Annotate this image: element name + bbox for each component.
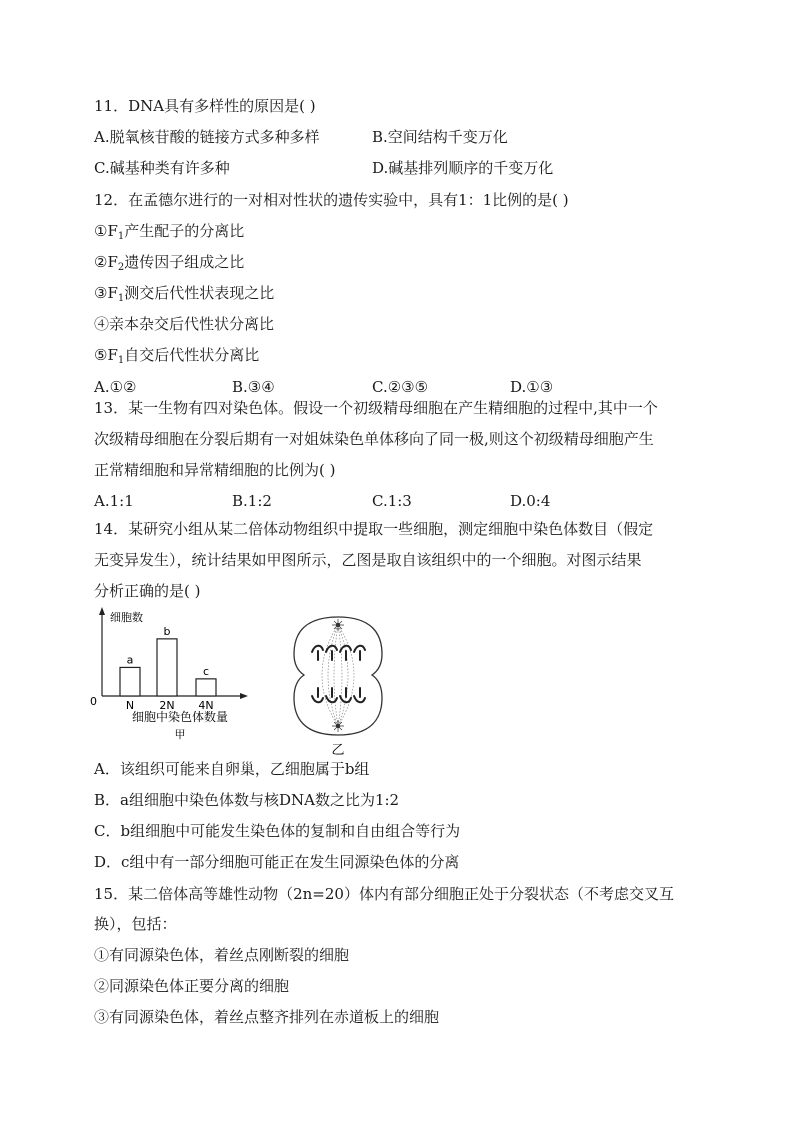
centrosome-top (332, 619, 344, 631)
q13-option-c[interactable]: C.1:3 (372, 492, 412, 510)
chromosomes-lower (312, 688, 365, 702)
q13-line-2: 次级精母细胞在分裂后期有一对姐妹染色单体移向了同一极,则这个初级精母细胞产生 (94, 430, 654, 448)
q11-options-row1 (94, 127, 694, 147)
bar-label-b: b (163, 624, 171, 638)
q15-line-2: 换），包括： (94, 915, 177, 933)
x-tick-4N: 4N (198, 699, 214, 712)
bars-group (120, 625, 216, 712)
q12-item-1-prefix: ①F (94, 222, 118, 240)
centrosome-bottom (332, 720, 344, 732)
q12-item-3 (94, 283, 274, 303)
q12-item-3-prefix: ③F (94, 284, 118, 302)
bar-c (196, 679, 216, 696)
q11-option-a[interactable]: A.脱氧核苷酸的链接方式多种多样 (94, 128, 320, 146)
q12-options (94, 377, 694, 397)
bar-label-a: a (126, 653, 134, 667)
q12-option-a[interactable]: A.①② (94, 378, 137, 396)
q12-option-d[interactable]: D.①③ (510, 378, 554, 396)
bar-label-c: c (202, 664, 210, 678)
figure-yi-caption: 乙 (331, 743, 345, 756)
q13-option-a[interactable]: A.1:1 (94, 492, 134, 510)
q15-line-1: 15．某二倍体高等雄性动物（2n=20）体内有部分细胞正处于分裂状态（不考虑交叉互 (94, 885, 674, 903)
q14-option-c[interactable]: C．b组细胞中可能发生染色体的复制和自由组合等行为 (94, 822, 461, 840)
figure-jia-bar-chart (88, 604, 258, 746)
q12-item-2-sub: 2 (117, 262, 125, 273)
q14-option-d[interactable]: D．c组中有一部分细胞可能正在发生同源染色体的分离 (94, 853, 460, 871)
q13-options (94, 491, 694, 511)
chromosomes-upper (312, 646, 365, 660)
bar-b (157, 639, 177, 696)
q15-item-3: ③有同源染色体，着丝点整齐排列在赤道板上的细胞 (94, 1008, 440, 1026)
q13-line-1: 13．某一生物有四对染色体。假设一个初级精母细胞在产生精细胞的过程中,其中一个 (94, 399, 658, 417)
y-axis-label: 细胞数 (110, 611, 143, 624)
x-axis-label: 细胞中染色体数量 (131, 710, 229, 724)
q12-item-5-prefix: ⑤F (94, 346, 118, 364)
q12-item-5-text: 自交后代性状分离比 (124, 346, 260, 364)
q11-option-b[interactable]: B.空间结构千变万化 (372, 128, 508, 146)
x-tick-2N: 2N (159, 699, 175, 712)
x-tick-N: N (125, 699, 135, 712)
q12-item-3-text: 测交后代性状表现之比 (124, 284, 275, 302)
q11-option-c[interactable]: C.碱基种类有许多种 (94, 159, 230, 177)
figure-yi-cell-diagram (288, 614, 388, 756)
bar-a (120, 667, 140, 696)
q13-option-b[interactable]: B.1:2 (232, 492, 272, 510)
q14-option-a[interactable]: A．该组织可能来自卵巢，乙细胞属于b组 (94, 760, 370, 778)
q12-item-2 (94, 252, 244, 272)
q14-line-3: 分析正确的是( ) (94, 582, 201, 600)
q12-option-c[interactable]: C.②③⑤ (372, 378, 429, 396)
q12-item-5-sub: 1 (117, 355, 125, 366)
x-axis-arrow (240, 693, 248, 699)
q12-item-1-sub: 1 (117, 231, 125, 242)
q13-option-d[interactable]: D.0:4 (510, 492, 551, 510)
q14-line-1: 14．某研究小组从某二倍体动物组织中提取一些细胞，测定细胞中染色体数目（假定 (94, 520, 654, 538)
q13-line-3: 正常精细胞和异常精细胞的比例为( ) (94, 461, 336, 479)
axis-origin-label: 0 (90, 695, 97, 708)
q15-item-2: ②同源染色体正要分离的细胞 (94, 977, 290, 995)
q14-option-b[interactable]: B．a组细胞中染色体数与核DNA数之比为1:2 (94, 791, 400, 809)
q12-item-2-text: 遗传因子组成之比 (124, 253, 245, 271)
q12-item-3-sub: 1 (117, 293, 125, 304)
q11-stem: 11．DNA具有多样性的原因是( ) (94, 97, 316, 115)
q12-item-4: ④亲本杂交后代性状分离比 (94, 315, 275, 333)
q11-options-row2 (94, 158, 694, 178)
q14-line-2: 无变异发生），统计结果如甲图所示，乙图是取自该组织中的一个细胞。对图示结果 (94, 551, 642, 569)
q12-item-1 (94, 221, 244, 241)
q12-option-b[interactable]: B.③④ (232, 378, 275, 396)
q12-stem: 12．在孟德尔进行的一对相对性状的遗传实验中，具有1：1比例的是( ) (94, 191, 569, 209)
q15-item-1: ①有同源染色体，着丝点刚断裂的细胞 (94, 946, 350, 964)
cell-membrane (294, 617, 382, 735)
q12-item-2-prefix: ②F (94, 253, 118, 271)
q12-item-5 (94, 345, 259, 365)
y-axis-arrow (99, 607, 105, 615)
spindle-fibers (322, 625, 354, 726)
figure-jia-caption: 甲 (174, 728, 186, 741)
q11-option-d[interactable]: D.碱基排列顺序的千变万化 (372, 159, 554, 177)
q12-item-1-text: 产生配子的分离比 (124, 222, 245, 240)
